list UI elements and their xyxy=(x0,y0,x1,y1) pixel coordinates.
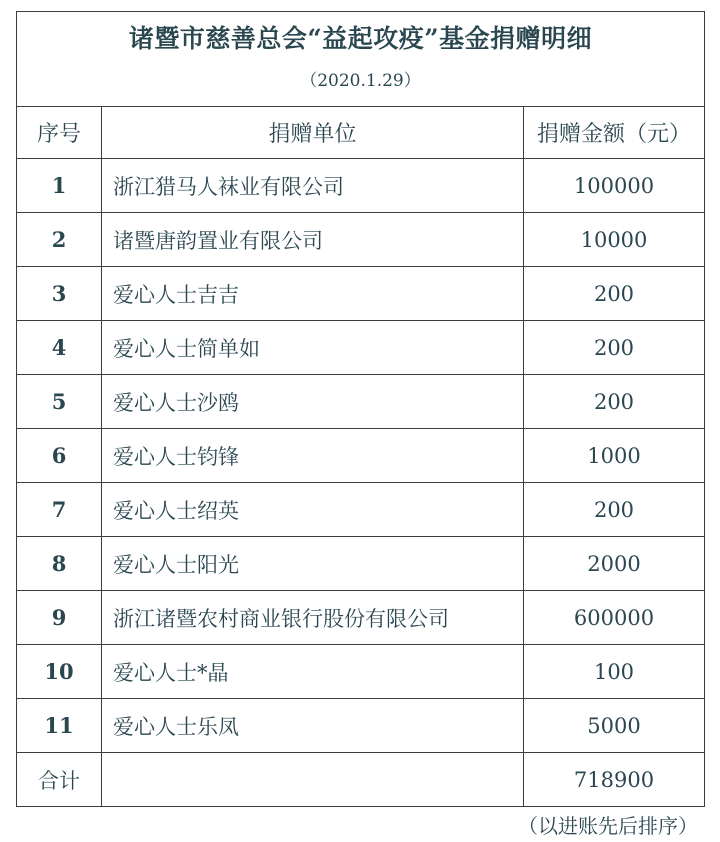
row-number: 7 xyxy=(17,483,102,537)
table-row xyxy=(17,213,705,267)
date-label: （2020.1.29） xyxy=(17,62,705,107)
row-unit: 爱心人士阳光 xyxy=(102,537,524,591)
header-row xyxy=(17,107,705,159)
total-label: 合计 xyxy=(17,753,102,807)
row-amount: 200 xyxy=(524,375,705,429)
total-row xyxy=(17,753,705,807)
table-row xyxy=(17,645,705,699)
row-number: 9 xyxy=(17,591,102,645)
row-amount: 200 xyxy=(524,483,705,537)
row-number: 1 xyxy=(17,159,102,213)
row-number: 3 xyxy=(17,267,102,321)
table-row xyxy=(17,699,705,753)
row-amount: 200 xyxy=(524,321,705,375)
table-row xyxy=(17,429,705,483)
sort-note: （以进账先后排序） xyxy=(518,814,698,838)
row-number: 5 xyxy=(17,375,102,429)
title-row xyxy=(17,12,705,63)
row-number: 8 xyxy=(17,537,102,591)
row-unit: 浙江诸暨农村商业银行股份有限公司 xyxy=(102,591,524,645)
donation-table xyxy=(16,11,705,807)
row-unit: 爱心人士乐凤 xyxy=(102,699,524,753)
row-amount: 2000 xyxy=(524,537,705,591)
header-unit: 捐赠单位 xyxy=(102,107,524,159)
row-unit: 爱心人士绍英 xyxy=(102,483,524,537)
row-amount: 100 xyxy=(524,645,705,699)
page-title: 诸暨市慈善总会“益起攻疫”基金捐赠明细 xyxy=(17,12,705,63)
header-no: 序号 xyxy=(17,107,102,159)
table-row xyxy=(17,591,705,645)
row-unit: 爱心人士吉吉 xyxy=(102,267,524,321)
table-row xyxy=(17,267,705,321)
row-unit: 诸暨唐韵置业有限公司 xyxy=(102,213,524,267)
row-amount: 100000 xyxy=(524,159,705,213)
row-unit: 爱心人士钧锋 xyxy=(102,429,524,483)
row-number: 6 xyxy=(17,429,102,483)
row-unit: 爱心人士沙鸥 xyxy=(102,375,524,429)
table-row xyxy=(17,159,705,213)
row-amount: 600000 xyxy=(524,591,705,645)
row-unit: 爱心人士简单如 xyxy=(102,321,524,375)
row-number: 11 xyxy=(17,699,102,753)
row-unit: 爱心人士*晶 xyxy=(102,645,524,699)
row-amount: 200 xyxy=(524,267,705,321)
row-amount: 1000 xyxy=(524,429,705,483)
row-amount: 10000 xyxy=(524,213,705,267)
date-row xyxy=(17,62,705,107)
row-unit: 浙江猎马人袜业有限公司 xyxy=(102,159,524,213)
row-number: 4 xyxy=(17,321,102,375)
row-number: 2 xyxy=(17,213,102,267)
total-amount: 718900 xyxy=(524,753,705,807)
table-row xyxy=(17,321,705,375)
table-row xyxy=(17,483,705,537)
table-row xyxy=(17,375,705,429)
total-unit xyxy=(102,753,524,807)
table-row xyxy=(17,537,705,591)
row-amount: 5000 xyxy=(524,699,705,753)
header-amount: 捐赠金额（元） xyxy=(524,107,705,159)
row-number: 10 xyxy=(17,645,102,699)
